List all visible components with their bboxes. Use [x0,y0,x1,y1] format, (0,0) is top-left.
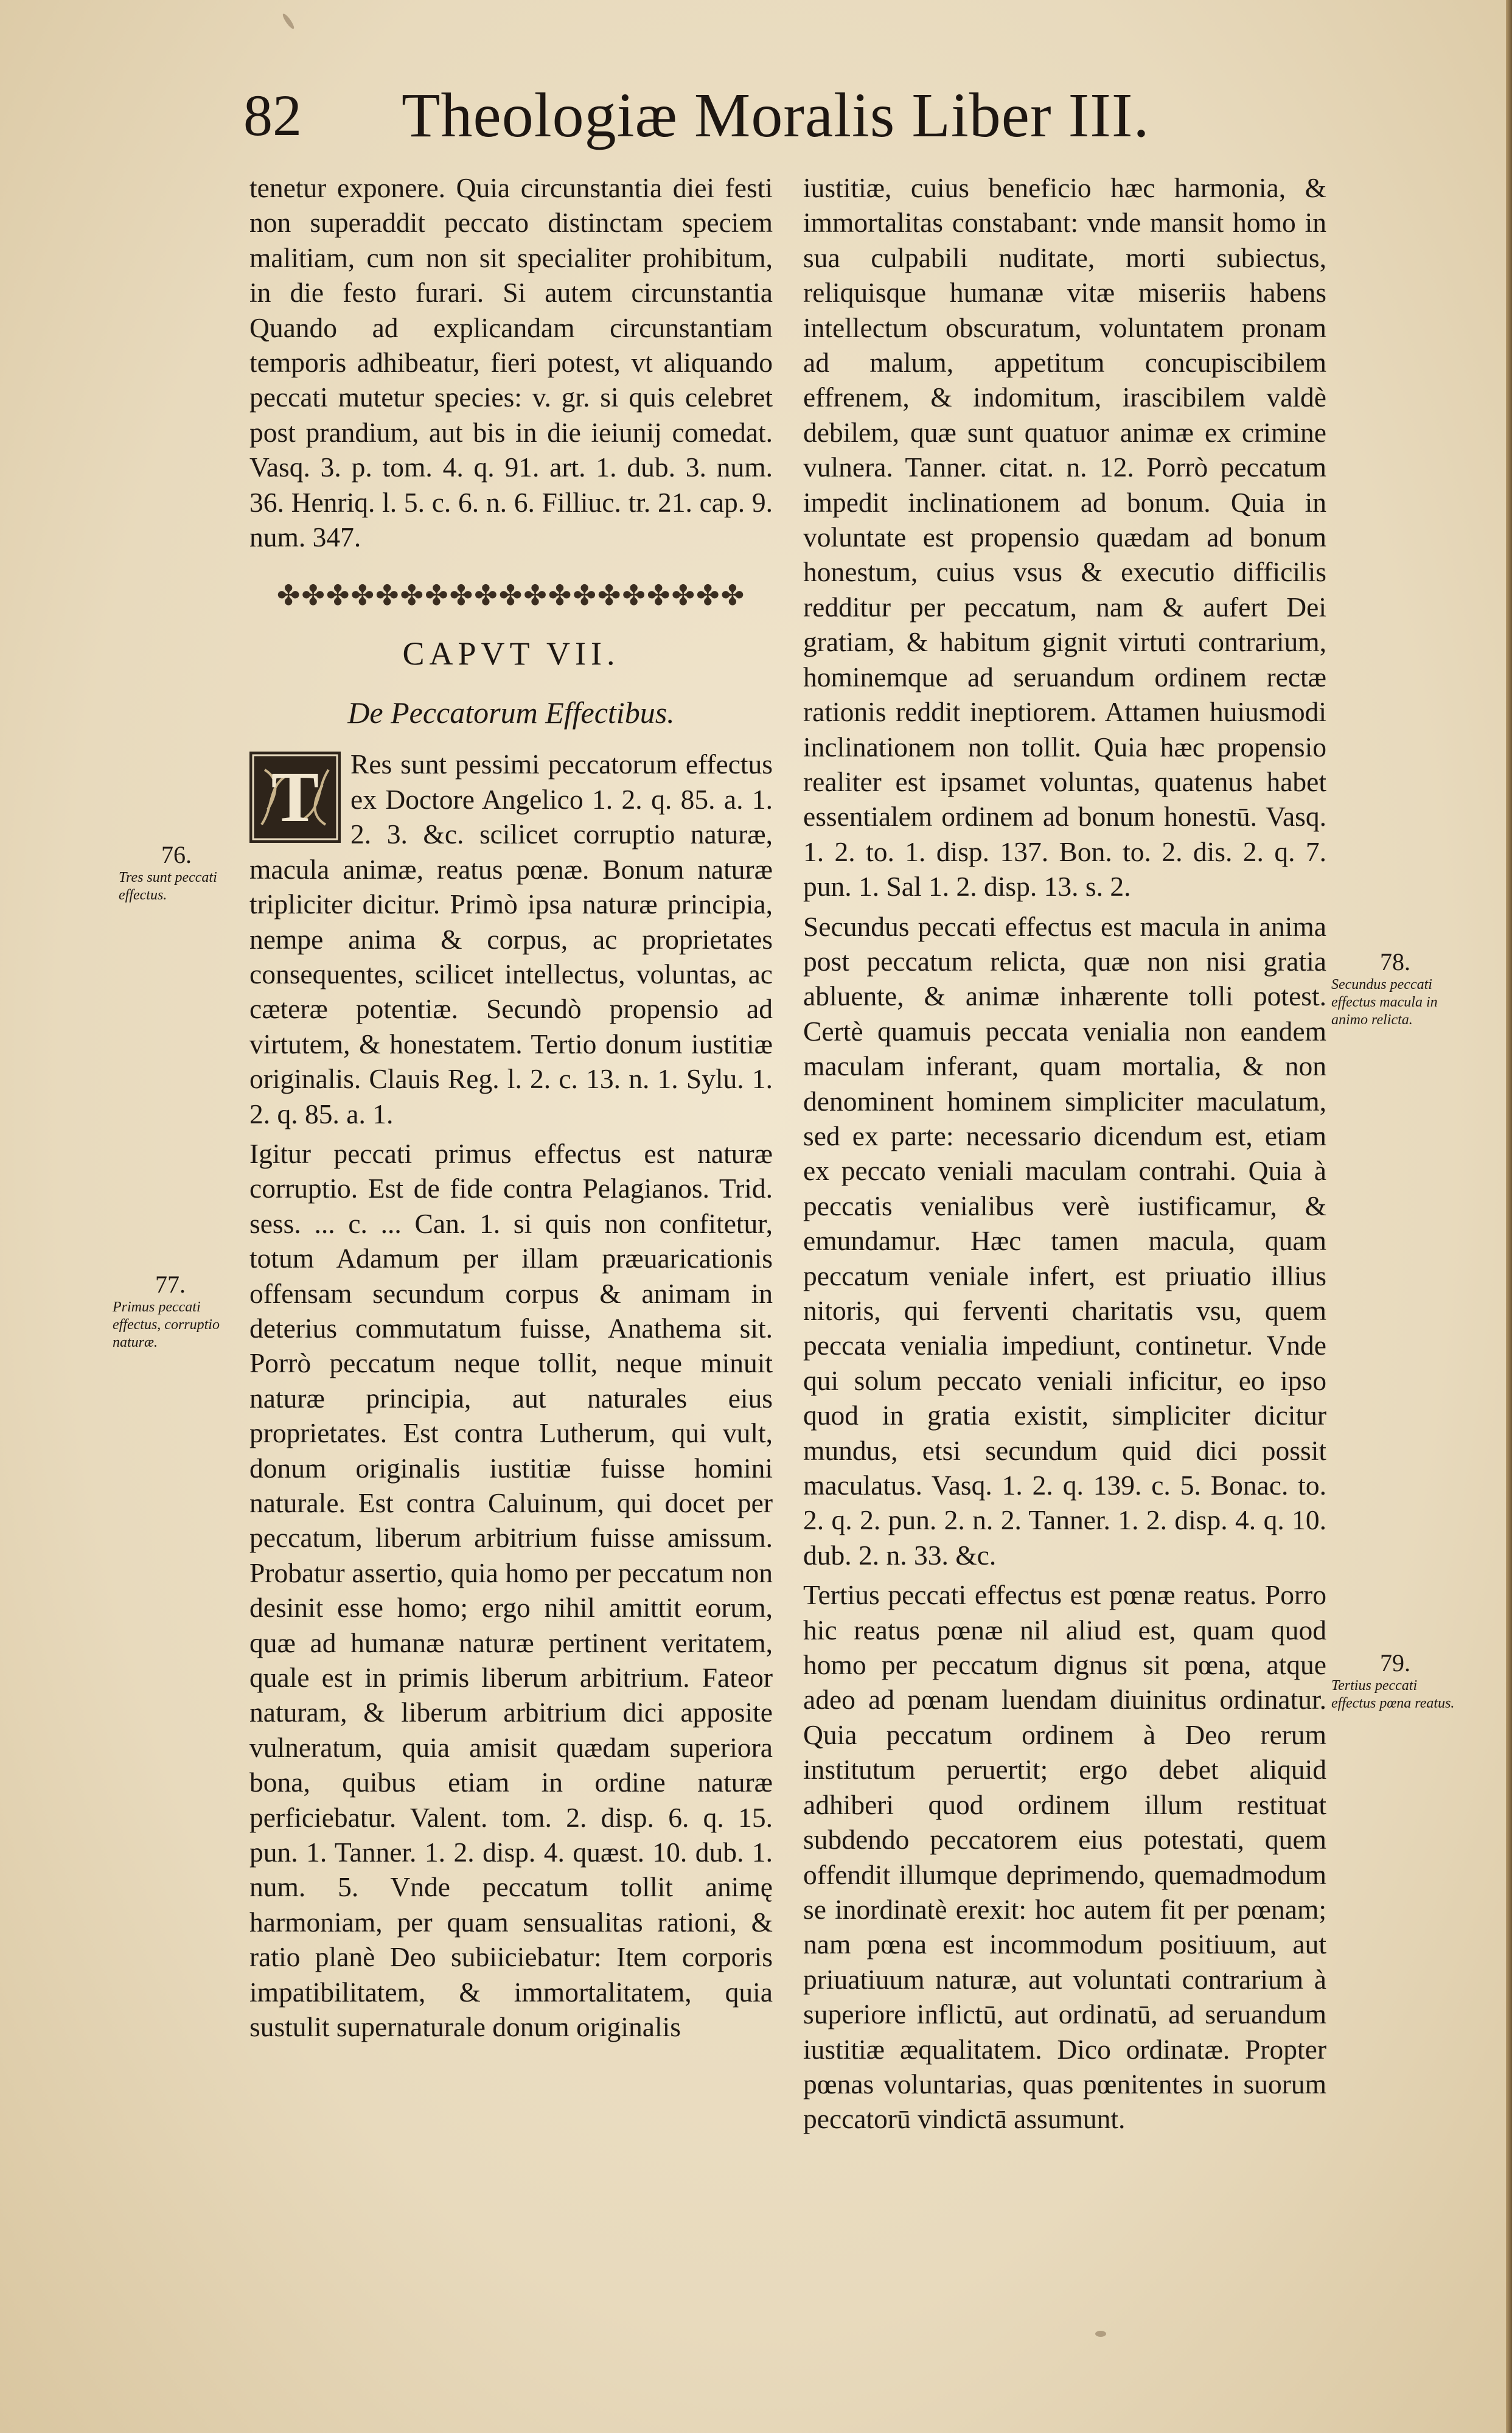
paragraph-77: Igitur peccati primus effectus est naturæ corruptio. Est de fide contra Pelagianos. Trid. sess. ... c. ... Can. 1. si quis non confitetur, totum Adamum per illam præuaricationis offensam secundum corpus & animam in deterius commutatum fuisse, Anathema sit. Porrò peccatum neque tollit, neque minuit naturæ principia, aut naturales eius proprietates. Est contra Lutherum, qui vult, donum originalis iustitiæ fuisse homini naturale. Est contra Caluinum, qui docet per peccatum, liberum arbitrium fuisse amissum. Probatur assertio, quia homo per peccatum non desinit esse homo; ergo nihil amittit eorum, quæ ad humanæ naturæ pertinent veritatem, quale est in primis liberum arbitrium. Fateor naturam, & liberum arbitrium dici apposite vulneratum, quia amisit quædam superiora bona, quibus etiam in ordine naturæ perficiebatur. Valent. tom. 2. disp. 6. q. 15. pun. 1. Tanner. 1. 2. disp. 4. quæst. 10. dub. 1. num. 5. Vnde peccatum tollit animę harmoniam, per quam sensualitas rationi, & ratio planè Deo subiiciebatur: Item corporis impatibilitatem, & immortalitatem, quia sustulit supernaturale donum originalis [249,1137,773,2043]
margin-number-79: 79. [1380,1649,1410,1677]
margin-note-76 [119,841,234,904]
folio-number: 82 [243,83,302,148]
margin-text-79: Tertius peccati effectus pœna reatus. [1331,1678,1455,1711]
dropcap [249,752,341,843]
left-column [249,170,773,2252]
paragraph-continued: tenetur exponere. Quia circunstantia diei festi non superaddit peccato distinctam speciem malitiam, cum non sit specialiter prohibitum, in die festo furari. Si autem circunstantia Quando ad explicandam circunstantiam temporis adhibeatur, fieri potest, vt aliquando peccati mutetur species: v. gr. si quis celebret post prandium, aut bis in die ieiunij comedat. Vasq. 3. p. tom. 4. q. 91. art. 1. dub. 3. num. 36. Henriq. l. 5. c. 6. n. 6. Filliuc. tr. 21. cap. 9. num. 347. [249,172,773,553]
margin-number-76: 76. [161,841,192,868]
paper-blemish [1095,2331,1106,2337]
paragraph-79: Tertius peccati effectus est pœnæ reatus. Porro hic reatus pœnæ nil aliud est, quam quod homo per peccatum dignus sit pœna, atque adeo ad pœnam luendam diuinitus ordinatur. Quia peccatum ordinem à Deo rerum institutum peruertit; ergo debet aliquid adhiberi quod ordinem illum restituat subdendo peccatorem eius potestati, quem offendit illumque deprimendo, quemadmodum se inordinatè erexit: hoc autem fit per pœnam; nam pœna est incommodum positiuum, aut priuatiuum naturæ, aut voluntati contrarium à superiore inflictū, aut ordinatū, ad seruandum iustitiæ æqualitatem. Dico ordinatæ. Propter pœnas voluntarias, quas pœnitentes in suorum peccatorū vindictā assumunt. [803,1579,1326,2135]
chapter-subtitle: De Peccatorum Effectibus. [347,696,675,730]
paragraph-76 [249,747,773,1131]
page-edge [1506,0,1512,2433]
chapter-title: CAPVT VII. [402,635,620,672]
margin-text-76: Tres sunt peccati effectus. [119,870,217,903]
ornament-band: ✤✤✤✤✤✤✤✤✤✤✤✤✤✤✤✤✤✤✤ [276,580,746,612]
margin-note-79 [1331,1649,1459,1712]
chapter-heading [249,578,773,736]
paragraph-78: Secundus peccati effectus est macula in anima post peccatum relicta, quæ non nisi gratia abluente, & animæ inhærente tolli potest. Certè quamuis peccata venialia non eandem maculam inferant, quam mortalia, & non denominent hominem simpliciter maculatum, sed ex parte: necessario dicendum est, etiam ex peccato veniali maculam contrahi. Quia à peccatis venialibus verè iustificamur, & emundamur. Hæc tamen macula, quam peccatum veniale infert, est priuatio illius nitoris, qui ferventi charitatis vsu, quem peccata venialia impediunt, continetur. Vnde qui solum peccato veniali inficitur, eo ipso quod in gratia existit, simpliciter dicitur mundus, etsi secundum quid dici possit maculatus. Vasq. 1. 2. q. 139. c. 5. Bonac. to. 2. q. 2. pun. 2. n. 2. Tanner. 1. 2. disp. 4. q. 10. dub. 2. n. 33. &c. [803,910,1326,1571]
running-title: Theologiæ Moralis Liber III. [402,80,1150,150]
margin-text-77: Primus peccati effectus, corruptio naturæ. [113,1299,220,1350]
right-column [803,170,1326,2288]
paper-blemish [281,12,296,30]
paragraph-76-text: Res sunt pessimi peccatorum effectus ex Doctore Angelico 1. 2. q. 85. a. 1. 2. 3. &c. scilicet corruptio naturæ, macula animæ, reatus pœnæ. Bonum naturæ tripliciter dicitur. Primò ipsa naturæ principia, nempe anima & corpus, ac proprietates consequentes, scilicet intellectus, voluntas, ac cæteræ potentiæ. Secundò propensio ad virtutem, & honestatem. Tertio donum iustitiæ originalis. Clauis Reg. l. 2. c. 13. n. 1. Sylu. 1. 2. q. 85. a. 1. [249,749,773,1129]
margin-note-78 [1331,948,1459,1029]
page-header [243,76,1278,155]
margin-number-77: 77. [155,1271,186,1298]
paragraph-continued-right: iustitiæ, cuius beneficio hæc harmonia, & immortalitas constabant: vnde mansit homo in sua culpabili nuditate, morti subiectus, reliquisque humanæ vitæ miseriis habens intellectum obscuratum, voluntatem pronam ad malum, appetitum concupiscibilem effrenem, & indomitum, irascibilem valdè debilem, quæ sunt quatuor animæ ex crimine vulnera. Tanner. citat. n. 12. Porrò peccatum impedit inclinationem ad bonum. Quia in voluntate est propensio quædam ad bonum honestum, cuius vsus & executio difficilis redditur per peccatum, nam & aufert Dei gratiam, & habitum gignit virtuti contrarium, hominemque ad seruandum ordinem rectæ rationis reddit ineptiorem. Attamen huiusmodi inclinationem non tollit. Quia hæc propensio realiter est ipsamet voluntas, quatenus habet essentialem ordinem ad bonum honestū. Vasq. 1. 2. to. 1. disp. 137. Bon. to. 2. dis. 2. q. 7. pun. 1. Sal 1. 2. disp. 13. s. 2. [803,172,1326,902]
margin-number-78: 78. [1380,948,1410,976]
dropcap-letter: T [271,757,319,837]
margin-note-77 [113,1271,228,1352]
margin-text-78: Secundus peccati effectus macula in animo relicta. [1331,977,1438,1028]
